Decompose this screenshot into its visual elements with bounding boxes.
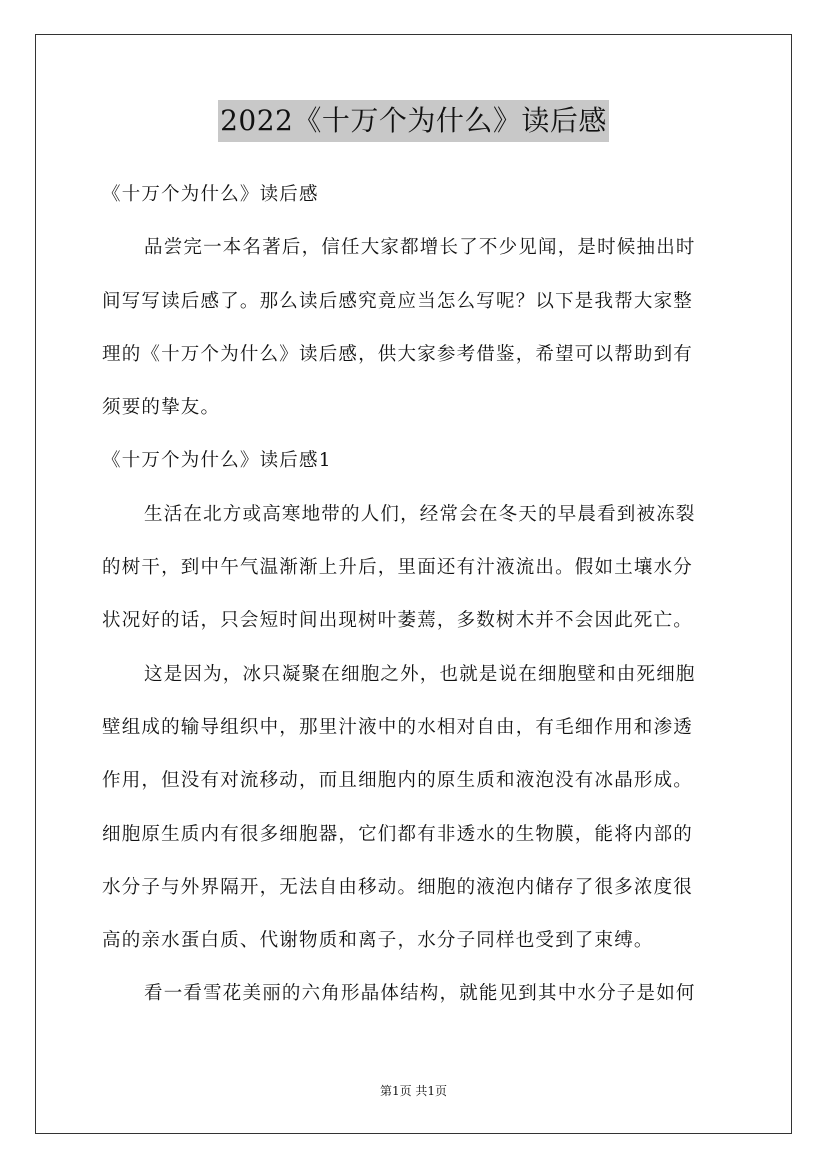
text-line: 状况好的话，只会短时间出现树叶萎蔫，多数树木并不会因此死亡。	[102, 610, 694, 632]
text-line: 作用，但没有对流移动，而且细胞内的原生质和液泡没有冰晶形成。	[102, 770, 694, 792]
text-line: 生活在北方或高寒地带的人们，经常会在冬天的早晨看到被冻裂	[144, 503, 696, 525]
text-line: 《十万个为什么》读后感	[102, 184, 319, 205]
document-body	[102, 168, 728, 1021]
text-line: 水分子与外界隔开，无法自由移动。细胞的液泡内储存了很多浓度很	[102, 876, 694, 898]
text-line: 看一看雪花美丽的六角形晶体结构，就能见到其中水分子是如何	[144, 983, 696, 1005]
text-line: 《十万个为什么》读后感1	[102, 450, 332, 472]
text-line: 这是因为，冰只凝聚在细胞之外，也就是说在细胞壁和由死细胞	[144, 663, 696, 685]
text-line: 间写写读后感了。那么读后感究竟应当怎么写呢？以下是我帮大家整	[102, 290, 694, 312]
text-line: 须要的挚友。	[102, 397, 221, 419]
text-line: 品尝完一本名著后，信任大家都增长了不少见闻，是时候抽出时	[144, 237, 696, 259]
text-line: 高的亲水蛋白质、代谢物质和离子，水分子同样也受到了束缚。	[102, 930, 654, 952]
text-line: 细胞原生质内有很多细胞器，它们都有非透水的生物膜，能将内部的	[102, 823, 694, 845]
page-footer: 第1页 共1页	[379, 1084, 448, 1098]
text-line: 理的《十万个为什么》读后感，供大家参考借鉴，希望可以帮助到有	[102, 343, 694, 365]
document-title: 2022《十万个为什么》读后感	[218, 100, 609, 142]
title-container	[0, 100, 827, 142]
text-line: 壁组成的输导组织中，那里汁液中的水相对自由，有毛细作用和渗透	[102, 716, 694, 738]
text-line: 的树干，到中午气温渐渐上升后，里面还有汁液流出。假如土壤水分	[102, 557, 694, 579]
